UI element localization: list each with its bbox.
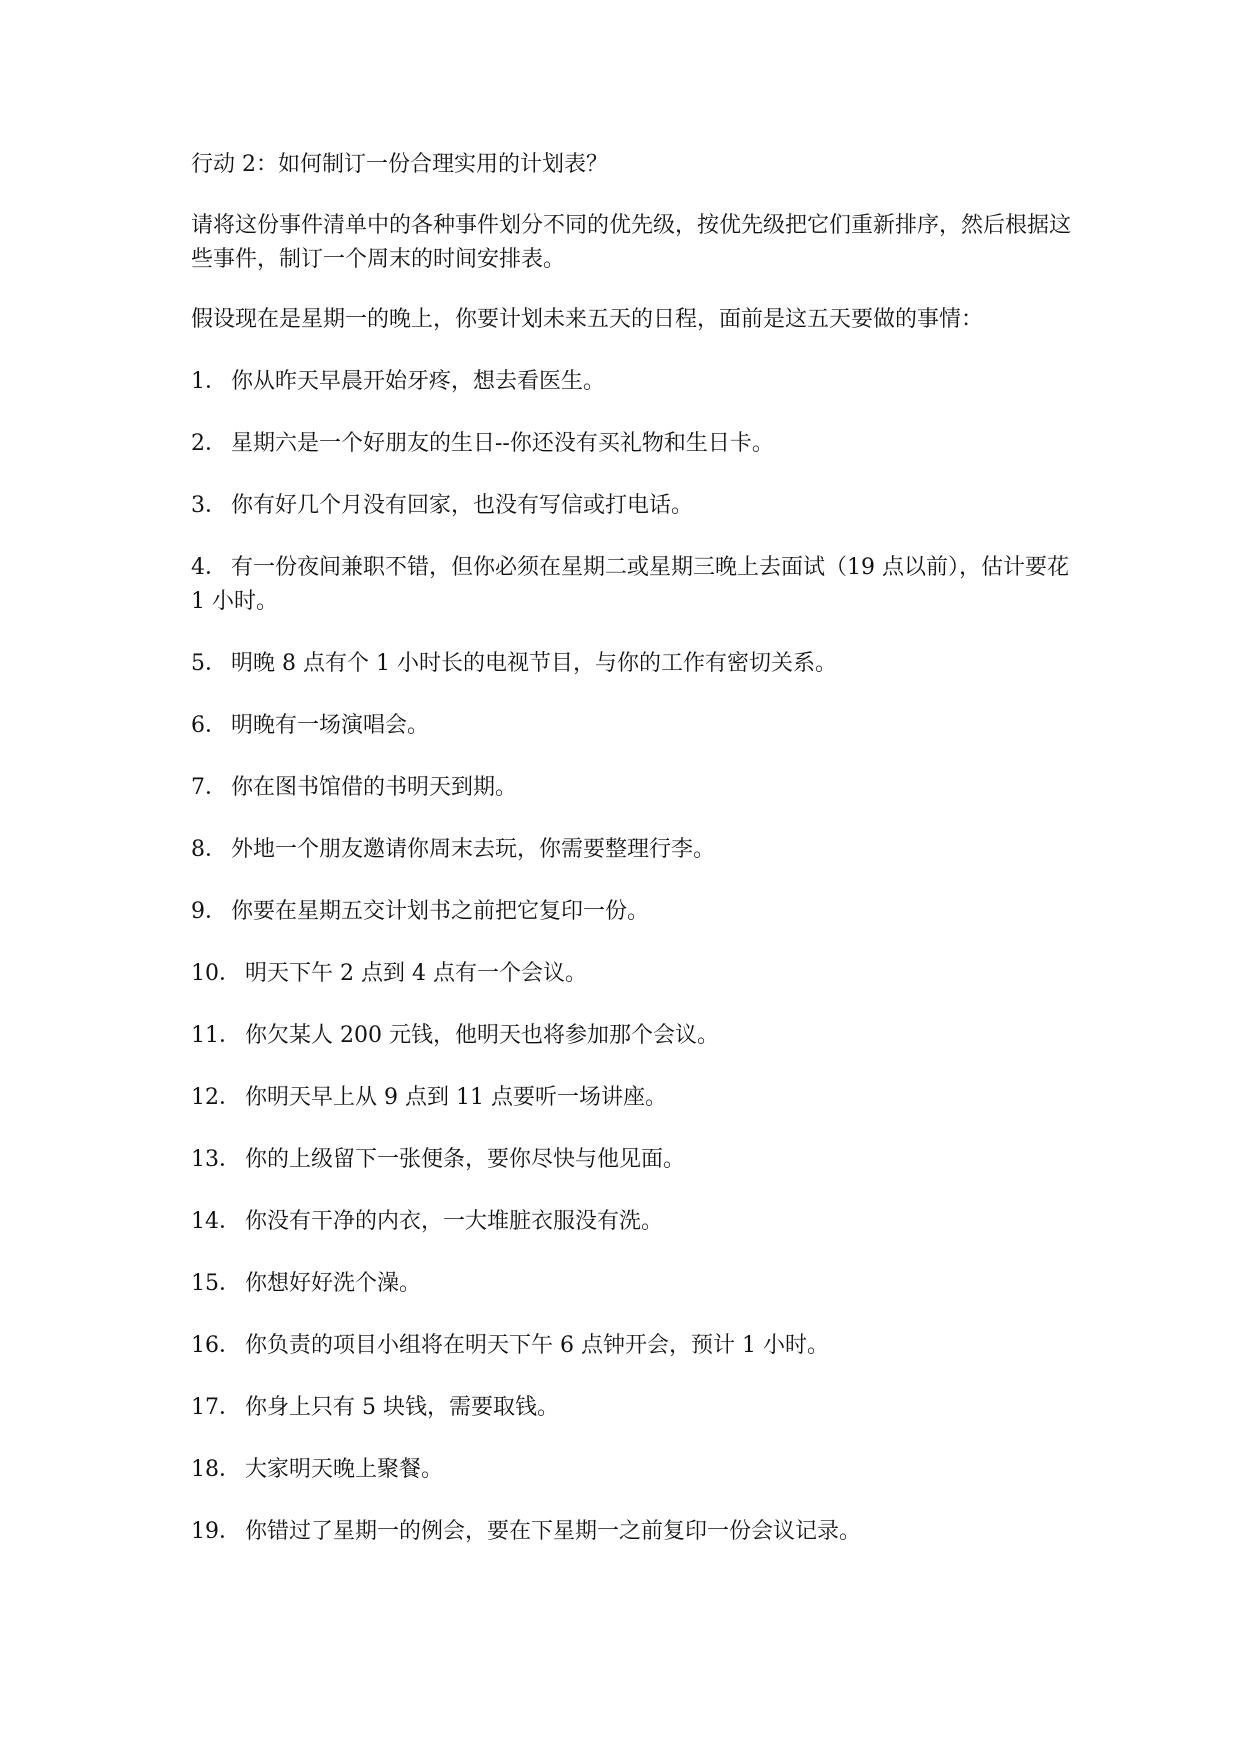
list-item <box>191 365 1071 399</box>
list-item-number: 6． <box>191 713 227 738</box>
list-item-number: 14． <box>191 1209 241 1234</box>
list-item-number: 9． <box>191 899 227 924</box>
list-item-text: 外地一个朋友邀请你周末去玩，你需要整理行李。 <box>231 837 716 862</box>
list-item-text: 你在图书馆借的书明天到期。 <box>231 775 518 800</box>
list-item-text: 你身上只有 5 块钱，需要取钱。 <box>245 1395 559 1420</box>
list-item-text: 你明天早上从 9 点到 11 点要听一场讲座。 <box>245 1085 667 1110</box>
list-item-number: 11． <box>191 1023 241 1048</box>
list-item-text: 你要在星期五交计划书之前把它复印一份。 <box>231 899 650 924</box>
list-item-number: 19． <box>191 1519 241 1544</box>
list-item-number: 2． <box>191 431 227 456</box>
list-item <box>191 1453 1071 1487</box>
list-item-number: 3． <box>191 493 227 518</box>
list-item-text: 明晚有一场演唱会。 <box>231 713 430 738</box>
list-item <box>191 771 1071 805</box>
task-list <box>191 365 1071 1549</box>
list-item <box>191 1205 1071 1239</box>
list-item-number: 12． <box>191 1085 241 1110</box>
list-item-text: 明晚 8 点有个 1 小时长的电视节目，与你的工作有密切关系。 <box>231 651 837 676</box>
list-item-text: 你的上级留下一张便条，要你尽快与他见面。 <box>245 1147 686 1172</box>
list-item-number: 4． <box>191 555 227 580</box>
list-item <box>191 895 1071 929</box>
list-item-text: 大家明天晚上聚餐。 <box>245 1457 444 1482</box>
list-item-number: 10． <box>191 961 241 986</box>
list-item-text: 你欠某人 200 元钱，他明天也将参加那个会议。 <box>245 1023 719 1048</box>
list-item-number: 16． <box>191 1333 241 1358</box>
list-item <box>191 833 1071 867</box>
list-item-text: 你从昨天早晨开始牙疼，想去看医生。 <box>231 369 606 394</box>
list-item-text: 有一份夜间兼职不错，但你必须在星期二或星期三晚上去面试（19 点以前），估计要花 1 小时。 <box>191 555 1069 614</box>
list-item <box>191 709 1071 743</box>
list-item <box>191 1081 1071 1115</box>
list-item-number: 13． <box>191 1147 241 1172</box>
list-item <box>191 427 1071 461</box>
document-content <box>191 148 1071 1577</box>
list-item <box>191 1515 1071 1549</box>
list-item-text: 你错过了星期一的例会，要在下星期一之前复印一份会议记录。 <box>245 1519 862 1544</box>
list-item-number: 7． <box>191 775 227 800</box>
list-item-text: 明天下午 2 点到 4 点有一个会议。 <box>245 961 587 986</box>
list-item <box>191 551 1071 619</box>
instruction-paragraph: 请将这份事件清单中的各种事件划分不同的优先级，按优先级把它们重新排序，然后根据这些事件，制订一个周末的时间安排表。 <box>191 213 1072 272</box>
list-item-number: 17． <box>191 1395 241 1420</box>
list-item <box>191 1329 1071 1363</box>
list-item <box>191 1391 1071 1425</box>
list-item-number: 8． <box>191 837 227 862</box>
list-item <box>191 489 1071 523</box>
list-item-number: 15． <box>191 1271 241 1296</box>
list-item <box>191 647 1071 681</box>
list-item-text: 星期六是一个好朋友的生日--你还没有买礼物和生日卡。 <box>231 431 774 456</box>
list-item-number: 5． <box>191 651 227 676</box>
list-item-text: 你没有干净的内衣，一大堆脏衣服没有洗。 <box>245 1209 664 1234</box>
list-item <box>191 1019 1071 1053</box>
list-item-text: 你想好好洗个澡。 <box>245 1271 422 1296</box>
list-item-text: 你负责的项目小组将在明天下午 6 点钟开会，预计 1 小时。 <box>245 1333 829 1358</box>
list-item <box>191 957 1071 991</box>
scenario-paragraph: 假设现在是星期一的晚上，你要计划未来五天的日程，面前是这五天要做的事情： <box>191 307 984 332</box>
list-item <box>191 1267 1071 1301</box>
list-item-number: 1． <box>191 369 227 394</box>
document-title: 行动 2：如何制订一份合理实用的计划表？ <box>191 152 608 177</box>
list-item-text: 你有好几个月没有回家，也没有写信或打电话。 <box>231 493 694 518</box>
list-item-number: 18． <box>191 1457 241 1482</box>
list-item <box>191 1143 1071 1177</box>
